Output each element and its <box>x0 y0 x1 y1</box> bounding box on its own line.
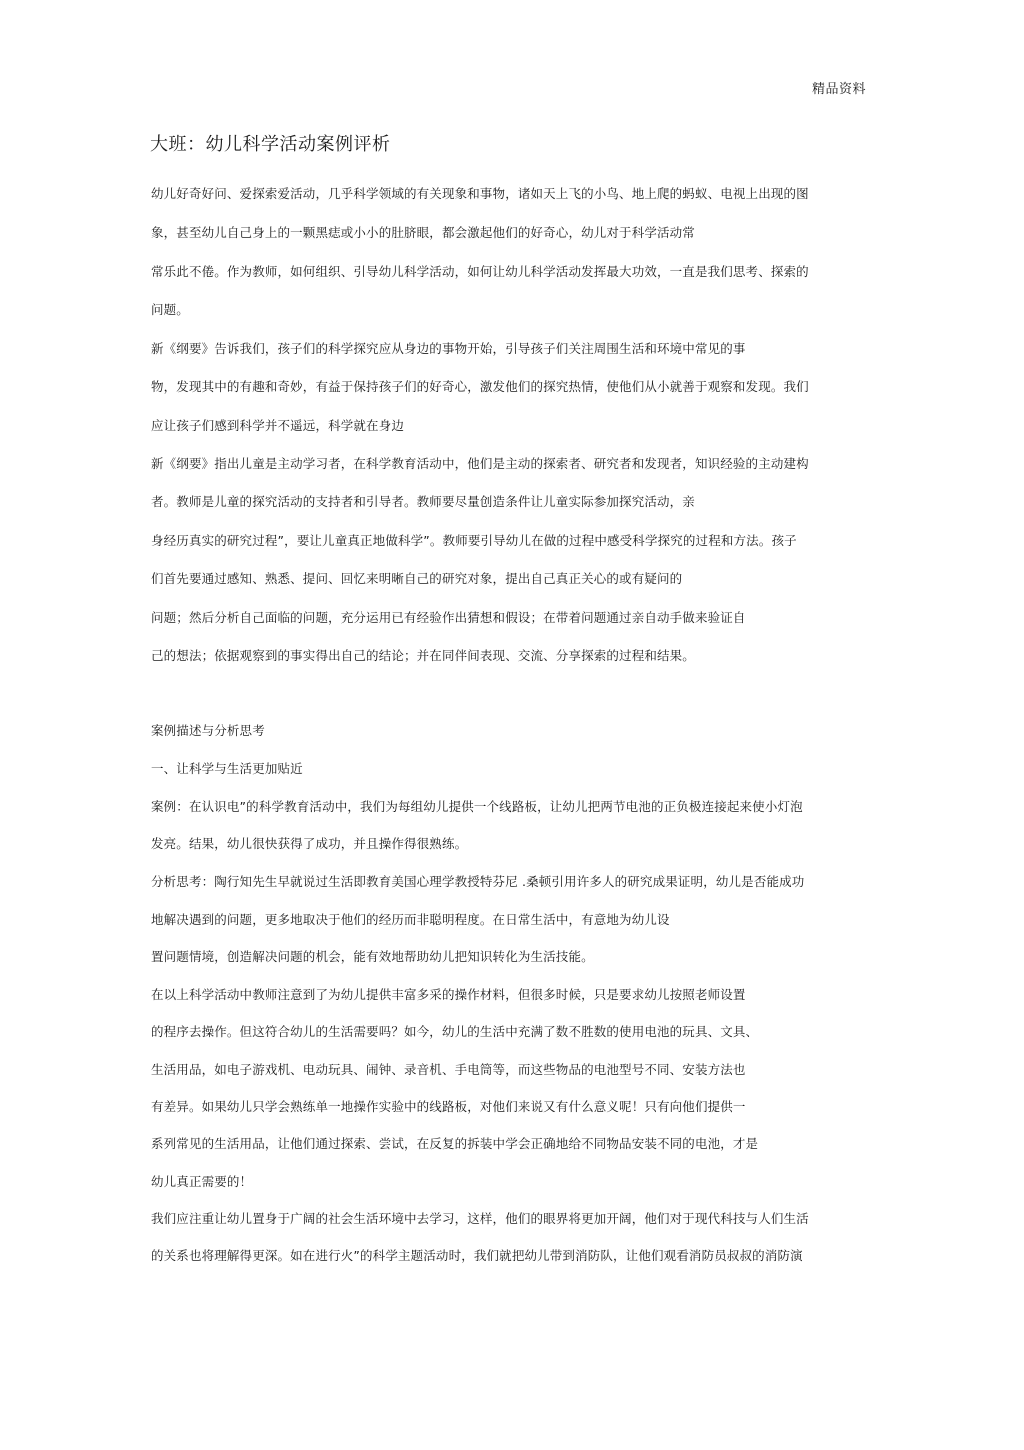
body-line: 象，甚至幼儿自己身上的一颗黑痣或小小的肚脐眼，都会激起他们的好奇心，幼儿对于科学活动常 <box>151 225 695 240</box>
body-line: 在以上科学活动中教师注意到了为幼儿提供丰富多采的操作材料，但很多时候，只是要求幼儿按照老师设置 <box>151 987 746 1002</box>
body-line: 己的想法；依据观察到的事实得出自己的结论；并在同伴间表现、交流、分享探索的过程和结果。 <box>151 648 695 663</box>
body-line: 生活用品，如电子游戏机、电动玩具、闹钟、录音机、手电筒等，而这些物品的电池型号不同、安装方法也 <box>151 1062 746 1077</box>
body-line: 的程序去操作。但这符合幼儿的生活需要吗？如今，幼儿的生活中充满了数不胜数的使用电池的玩具、文具、 <box>151 1024 759 1039</box>
body-line: 们首先要通过感知、熟悉、提问、回忆来明晰自己的研究对象，提出自己真正关心的或有疑问的 <box>151 571 683 586</box>
body-line: 者。教师是儿童的探究活动的支持者和引导者。教师要尽量创造条件让儿童实际参加探究活动，亲 <box>151 494 695 509</box>
body-line: 我们应注重让幼儿置身于广阔的社会生活环境中去学习，这样，他们的眼界将更加开阔，他们对于现代科技与人们生活 <box>151 1211 809 1226</box>
body-line: 问题；然后分析自己面临的问题，充分运用已有经验作出猜想和假设；在带着问题通过亲自动手做来验证自 <box>151 610 746 625</box>
body-line: 有差异。如果幼儿只学会熟练单一地操作实验中的线路板，对他们来说又有什么意义呢！只有向他们提供一 <box>151 1099 746 1114</box>
body-line: 地解决遇到的问题，更多地取决于他们的经历而非聪明程度。在日常生活中，有意地为幼儿设 <box>151 912 670 927</box>
subsection-heading: 一、让科学与生活更加贴近 <box>151 761 303 776</box>
body-line: 系列常见的生活用品，让他们通过探索、尝试，在反复的拆装中学会正确地给不同物品安装不同的电池，才是 <box>151 1136 759 1151</box>
body-line: 案例：在认识电”的科学教育活动中，我们为每组幼儿提供一个线路板，让幼儿把两节电池的正负极连接起来使小灯泡 <box>151 799 803 814</box>
section-heading: 案例描述与分析思考 <box>151 723 265 738</box>
body-line: 问题。 <box>151 302 189 317</box>
body-line: 新《纲要》告诉我们，孩子们的科学探究应从身边的事物开始，引导孩子们关注周围生活和环境中常见的事 <box>151 341 746 356</box>
body-line: 常乐此不倦。作为教师，如何组织、引导幼儿科学活动，如何让幼儿科学活动发挥最大功效，一直是我们思考、探索的 <box>151 264 809 279</box>
body-line: 身经历真实的研究过程”，要让儿童真正地做科学”。教师要引导幼儿在做的过程中感受科学探究的过程和方法。孩子 <box>151 533 797 548</box>
body-line: 幼儿真正需要的！ <box>151 1174 253 1189</box>
body-line: 应让孩子们感到科学并不遥远，科学就在身边 <box>151 418 405 433</box>
body-line: 分析思考：陶行知先生早就说过生活即教育美国心理学教授特芬尼 .桑顿引用许多人的研究成果证明，幼儿是否能成功 <box>151 874 805 889</box>
body-line: 的关系也将理解得更深。如在进行火”的科学主题活动时，我们就把幼儿带到消防队，让他们观看消防员叔叔的消防演 <box>151 1248 803 1263</box>
body-line: 物，发现其中的有趣和奇妙，有益于保持孩子们的好奇心，激发他们的探究热情，使他们从小就善于观察和发现。我们 <box>151 379 809 394</box>
body-line: 新《纲要》指出儿童是主动学习者，在科学教育活动中，他们是主动的探索者、研究者和发现者，知识经验的主动建构 <box>151 456 809 471</box>
body-line: 幼儿好奇好问、爱探索爱活动，几乎科学领域的有关现象和事物，诸如天上飞的小鸟、地上爬的蚂蚁、电视上出现的图 <box>151 186 809 201</box>
header-note: 精品资料 <box>811 82 866 97</box>
body-line: 发亮。结果，幼儿很快获得了成功，并且操作得很熟练。 <box>151 836 468 851</box>
body-line: 置问题情境，创造解决问题的机会，能有效地帮助幼儿把知识转化为生活技能。 <box>151 949 594 964</box>
document-title: 大班：幼儿科学活动案例评析 <box>150 134 391 155</box>
